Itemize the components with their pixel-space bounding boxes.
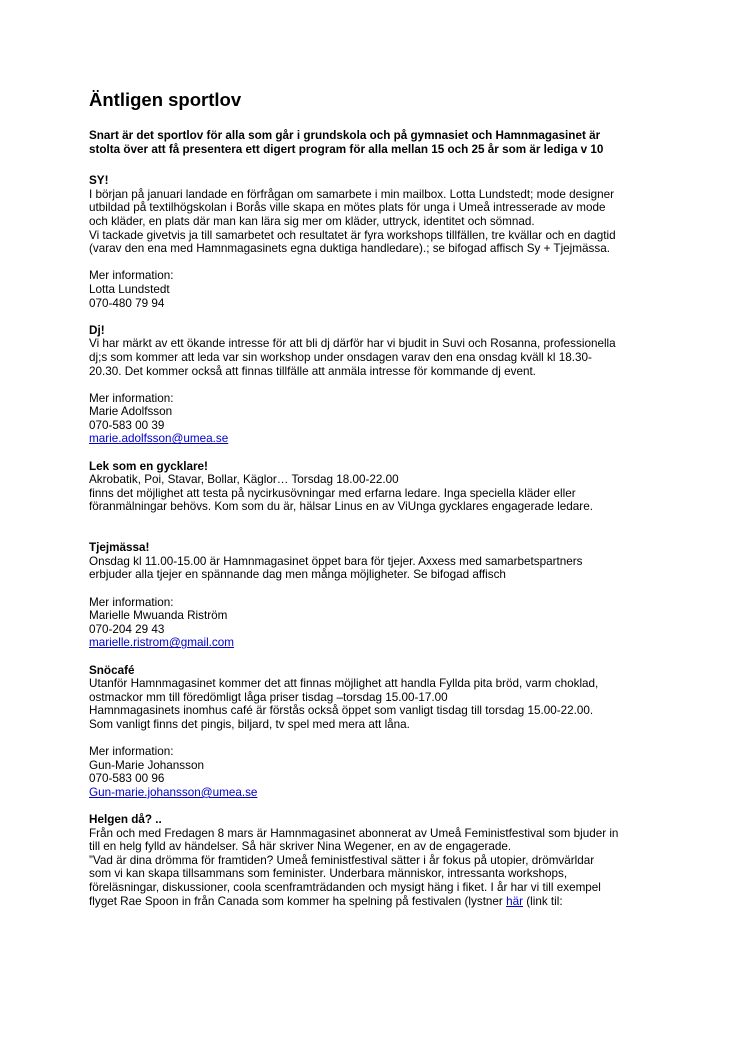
body-line: Onsdag kl 11.00-15.00 är Hamnmagasinet öppet bara för tjejer. Axxess med samarbetspartners — [89, 554, 583, 568]
info-label: Mer information: — [89, 391, 174, 405]
document-content — [89, 88, 679, 908]
email-link[interactable]: Gun-marie.johansson@umea.se — [89, 785, 258, 799]
info-label: Mer information: — [89, 745, 174, 759]
body-line: (varav den ena med Hamnmagasinets egna duktiga handledare).; se bifogad affisch Sy + Tjejmässa. — [89, 242, 610, 256]
info-label: Mer information: — [89, 269, 174, 283]
contact-phone: 070-583 00 96 — [89, 772, 165, 786]
contact-name: Marielle Mwuanda Riström — [89, 609, 228, 623]
body-line: erbjuder alla tjejer en spännande dag men många möjligheter. Se bifogad affisch — [89, 568, 506, 582]
body-line: och kläder, en plats där man kan lära sig mer om kläder, uttryck, identitet och sömnad. — [89, 214, 535, 228]
body-line: Vi tackade givetvis ja till samarbetet och resultatet är fyra workshops tillfällen, tre kvällar och en dagtid — [89, 228, 616, 242]
listen-link[interactable]: här — [506, 894, 523, 908]
body-line: till en helg fylld av händelser. Så här skriver Nina Wegener, en av de engagerade. — [89, 840, 512, 854]
email-link[interactable]: marie.adolfsson@umea.se — [89, 432, 229, 446]
body-line: Akrobatik, Poi, Stavar, Bollar, Käglor… Torsdag 18.00-22.00 — [89, 473, 399, 487]
contact-phone: 070-583 00 39 — [89, 418, 165, 432]
contact-name: Marie Adolfsson — [89, 405, 173, 419]
section-heading: Dj! — [89, 323, 105, 337]
body-line: ”Vad är dina drömma för framtiden? Umeå feministfestival sätter i år fokus på utopier, drömvärldar — [89, 853, 595, 867]
page-title: Äntligen sportlov — [89, 89, 242, 110]
body-line: Vi har märkt av ett ökande intresse för att bli dj därför har vi bjudit in Suvi och Rosanna, professionella — [89, 337, 616, 351]
section-sy — [89, 174, 679, 310]
body-line: utbildad på textilhögskolan i Borås ville skapa en mötes plats för unga i Umeå intresserade av mode — [89, 201, 606, 215]
intro-paragraph — [89, 129, 679, 156]
body-line: I början på januari landade en förfrågan om samarbete i min mailbox. Lotta Lundstedt; mode designer — [89, 187, 614, 201]
body-line: dj;s som kommer att leda var sin workshop under onsdagen varav den ena onsdag kväll kl 18.30- — [89, 350, 592, 364]
body-line: som vi kan skapa tillsammans som feminister. Underbara människor, intressanta workshops, — [89, 867, 568, 881]
body-line: finns det möjlighet att testa på nycirkusövningar med erfarna ledare. Inga speciella kläder eller — [89, 486, 576, 500]
section-lek — [89, 460, 679, 514]
intro-line: Snart är det sportlov för alla som går i grundskola och på gymnasiet och Hamnmagasinet är — [89, 129, 601, 142]
contact-phone: 070-204 29 43 — [89, 622, 165, 636]
body-line: ostmackor mm till föredömligt låga priser tisdag –torsdag 15.00-17.00 — [89, 690, 448, 704]
body-line: föreläsningar, diskussioner, coola scenframträdanden och mysigt häng i fiket. I år har vi till exempel — [89, 881, 601, 895]
body-line: Från och med Fredagen 8 mars är Hamnmagasinet abonnerat av Umeå Feministfestival som bjuder in — [89, 826, 619, 840]
section-heading: Helgen då? .. — [89, 813, 162, 827]
section-heading: SY! — [89, 174, 109, 188]
body-text: flyget Rae Spoon in från Canada som kommer ha spelning på festivalen (lystner — [89, 894, 507, 908]
section-helgen — [89, 813, 679, 908]
body-line: Utanför Hamnmagasinet kommer det att finnas möjlighet att handla Fyllda pita bröd, varm choklad, — [89, 677, 599, 691]
contact-name: Lotta Lundstedt — [89, 282, 170, 296]
section-tjejmassa — [89, 541, 679, 650]
info-label: Mer information: — [89, 595, 174, 609]
section-heading: Snöcafé — [89, 663, 135, 677]
email-link[interactable]: marielle.ristrom@gmail.com — [89, 636, 234, 650]
body-line: föranmälningar behövs. Kom som du är, hälsar Linus en av ViUnga gycklares engagerade ledare. — [89, 500, 593, 514]
section-snocafe — [89, 664, 679, 800]
body-line-with-link — [89, 895, 679, 909]
section-heading: Tjejmässa! — [89, 541, 150, 555]
section-heading: Lek som en gycklare! — [89, 459, 208, 473]
contact-phone: 070-480 79 94 — [89, 296, 165, 310]
section-dj — [89, 324, 679, 446]
body-line: Som vanligt finns det pingis, biljard, tv spel med mera att låna. — [89, 717, 410, 731]
body-line: 20.30. Det kommer också att finnas tillfälle att anmäla intresse för kommande dj event. — [89, 364, 536, 378]
body-text: (link til: — [522, 894, 563, 908]
body-line: Hamnmagasinets inomhus café är förstås också öppet som vanligt tisdag till torsdag 15.00-22.00. — [89, 704, 594, 718]
intro-line: stolta över att få presentera ett digert program för alla mellan 15 och 25 år som är lediga v 10 — [89, 142, 604, 156]
contact-name: Gun-Marie Johansson — [89, 758, 204, 772]
